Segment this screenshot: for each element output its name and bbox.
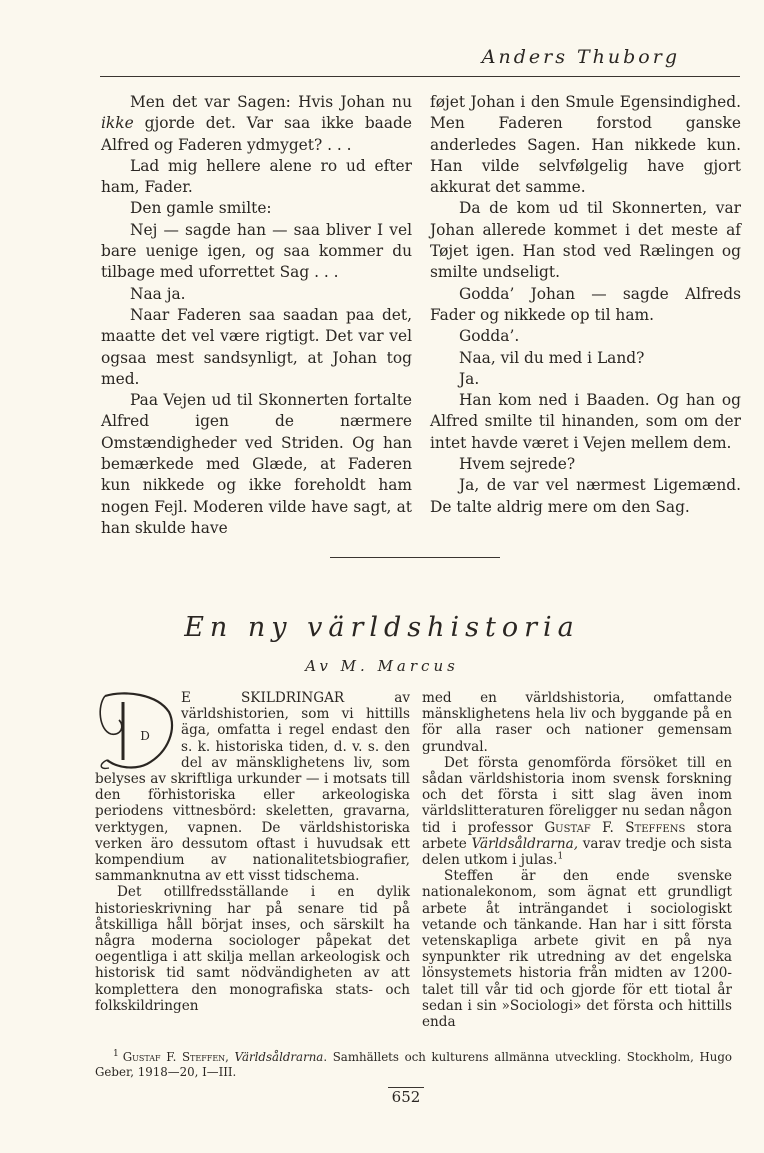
paragraph: E SKILDRINGAR av världshistorien, som vi hittills äga, omfatta i regel endast den s. k. historiska tiden, d. v. s. den del av mänsklighetens liv, som belyses av skriftliga urkunder — i motsats till den förhistoriska eller arkeologiska periodens vittnesbörd: skeletten, gravarna, verktygen, vapnen. De världshistoriska verken äro dessutom oftast i huvudsak ett kompendium av nationalitetsbiografier, sammanknutna av ett visst tidschema.	[95, 690, 410, 885]
paragraph: Naa ja.	[130, 284, 186, 303]
paragraph: Paa Vejen ud til Skonnerten fortalte Alfred igen de nærmere Omstændigheder ved Striden. Og han bemærkede med Glæde, at Faderen kun nikkede og ikke foreholdt ham nogen Fejl. Moderen vilde have sagt, at han skulde have	[101, 391, 412, 537]
footnote-marker: 1	[113, 1049, 119, 1059]
paragraph: Lad mig hellere alene ro ud efter ham, Fader.	[101, 156, 412, 197]
article-byline: Av M. Marcus	[305, 657, 459, 675]
paragraph: Han kom ned i Baaden. Og han og Alfred smilte til hinanden, som om der intet havde været i Vejen mellem dem.	[430, 391, 741, 452]
paragraph: Ja, de var vel nærmest Ligemænd. De talte aldrig mere om den Sag.	[430, 476, 741, 516]
article-left-column	[95, 690, 410, 1014]
ornamental-dropcap	[95, 690, 175, 770]
paragraph: Steffen är den ende svenske nationalekonom, som ägnat ett grundligt arbete åt inträngandet i sociologiskt vetande och tänkande. Han har i sitt första vetenskapliga arbete givit en på nya synpunkter rik utredning av det engelska lönsystemets historia från midten av 1200-talet till vår tid och gjorde för ett tiotal år sedan i sin »Sociologi» det första och hittills enda	[422, 868, 732, 1031]
article-right-column	[422, 690, 732, 1030]
paragraph: Hvem sejrede?	[459, 455, 576, 474]
paragraph: Nej — sagde han — saa bliver I vel bare uenige igen, og saa kommer du tilbage med uforrettet Sag . . .	[101, 220, 412, 282]
dropcap-letter: D	[140, 729, 150, 743]
paragraph: med en världshistoria, omfattande mänsklighetens hela liv och byggande på en för alla raser och nationer gemensam grundval.	[422, 690, 732, 755]
paragraph: Naar Faderen saa saadan paa det, maatte det vel være rigtigt. Det var vel ogsaa mest sandsynligt, at Johan tog med.	[101, 305, 412, 388]
footnote	[95, 1047, 732, 1080]
section-divider	[330, 557, 500, 558]
paragraph: Godda’.	[459, 327, 520, 346]
paragraph: Naa, vil du med i Land?	[459, 348, 645, 367]
paragraph: Da de kom ud til Skonnerten, var Johan allerede kommet i det meste af Tøjet igen. Han stod ved Rælingen og smilte undseligt.	[430, 199, 741, 282]
article-title: En ny världshistoria	[184, 612, 580, 643]
running-header: Anders Thuborg	[481, 46, 680, 68]
story-right-column	[430, 92, 741, 518]
paragraph: føjet Johan i den Smule Egensindighed. Men Faderen forstod ganske anderledes Sagen. Han nikkede kun. Han vilde selvfølgelig have gjort akkurat det samme.	[430, 93, 741, 197]
page-number: 652	[391, 1088, 421, 1106]
paragraph: Det otillfredsställande i en dylik historieskrivning har på senare tid på åtskilliga håll börjat inses, och särskilt ha några moderna sociologer påpekat det oegentliga i att skilja mellan arkeologisk och historisk tid samt nödvändigheten av att komplettera den monografiska stats- och folkskildringen	[95, 884, 410, 1014]
footnote-text: Gustaf F. Steffen, Världsåldrarna. Samhällets och kulturens allmänna utveckling. Stockholm, Hugo Geber, 1918—20, I—III.	[95, 1049, 733, 1079]
paragraph: Det första genomförda försöket till en sådan världshistoria inom svensk forskning och det första i sitt slag även inom världslitteraturen föreligger nu sedan någon tid i professor Gustaf F. Steffens stora arbete Världsåldrarna, varav tredje och sista delen utkom i julas.$^1$	[422, 754, 733, 869]
header-rule	[100, 76, 740, 77]
story-left-column	[101, 92, 412, 539]
paragraph: Godda’ Johan — sagde Alfreds Fader og nikkede op til ham.	[430, 284, 741, 324]
paragraph: Ja.	[459, 369, 480, 388]
paragraph: Men det var Sagen: Hvis Johan nu ikke gjorde det. Var saa ikke baade Alfred og Faderen ydmyget? . . .	[101, 93, 412, 154]
paragraph: Den gamle smilte:	[130, 199, 272, 218]
